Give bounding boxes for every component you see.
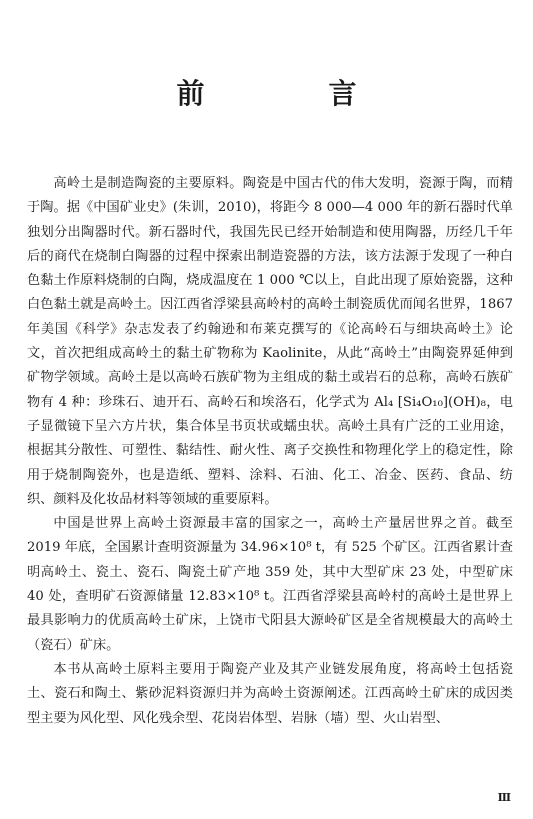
page-title: 前 言	[176, 77, 405, 110]
page-number: Ⅲ	[497, 791, 511, 804]
body-text	[27, 172, 513, 731]
paragraph-3: 本书从高岭土原料主要用于陶瓷产业及其产业链发展角度，将高岭土包括瓷土、瓷石和陶土、紫砂泥料资源归并为高岭土资源阐述。江西高岭土矿床的成因类型主要为风化型、风化残余型、花岗岩体型、岩脉（墙）型、火山岩型、	[27, 661, 513, 726]
paragraph-1: 高岭土是制造陶瓷的主要原料。陶瓷是中国古代的伟大发明，瓷源于陶，而精于陶。据《中国矿业史》(朱训，2010)，将距今 8 000—4 000 年的新石器时代单独划分出陶器时代。新石器时代，我国先民已经开始制造和使用陶器，历经几千年后的商代在烧制白陶器的过程中探索出制造瓷器的方法，该方法源于发现了一种白色黏土作原料烧制的白陶，烧成温度在 1 000 ℃以上，自此出现了原始瓷器，这种白色黏土就是高岭土。因江西省浮梁县高岭村的高岭土制瓷质优而闻名世界，1867 年美国《科学》杂志发表了约翰逊和布莱克撰写的《论高岭石与细块高岭土》论文，首次把组成高岭土的黏土矿物称为 Kaolinite，从此“高岭土”由陶瓷界延伸到矿物学领域。高岭土是以高岭石族矿物为主组成的黏土或岩石的总称，高岭石族矿物有 4 种：珍珠石、迪开石、高岭石和埃洛石，化学式为 Al₄ [Si₄O₁₀](OH)₈，电子显微镜下呈六方片状，集合体呈书页状或蠕虫状。高岭土具有广泛的工业用途，根据其分散性、可塑性、黏结性、耐火性、离子交换性和物理化学上的稳定性，除用于烧制陶瓷外，也是造纸、塑料、涂料、石油、化工、冶金、医药、食品、纺织、颜料及化妆品材料等领域的重要原料。	[27, 176, 513, 507]
paragraph-2: 中国是世界上高岭土资源最丰富的国家之一，高岭土产量居世界之首。截至 2019 年底，全国累计查明资源量为 34.96×10⁸ t，有 525 个矿区。江西省累计查明高岭土、瓷土、瓷石、陶瓷土矿产地 359 处，其中大型矿床 23 处，中型矿床 40 处，查明矿石资源储量 12.83×10⁸ t。江西省浮梁县高岭村的高岭土是世界上最具影响力的优质高岭土矿床，上饶市弋阳县大源岭矿区是全省规模最大的高岭土（瓷石）矿床。	[27, 516, 513, 653]
